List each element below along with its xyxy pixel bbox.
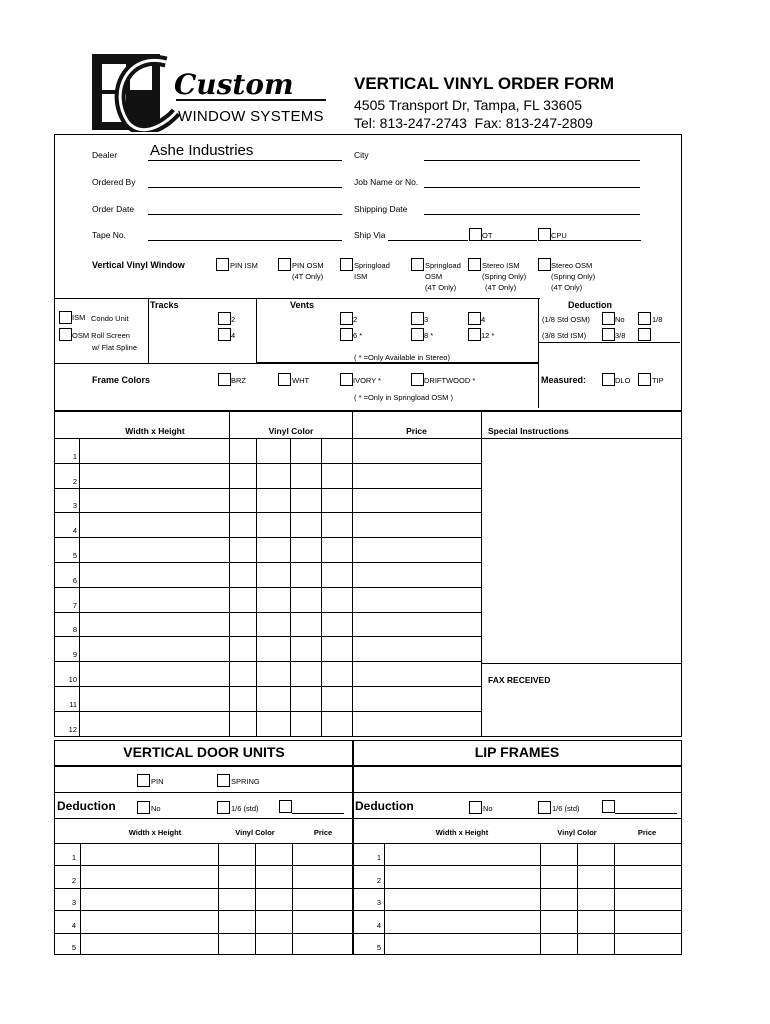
door-std-checkbox[interactable] xyxy=(217,801,230,814)
vents-2-checkbox[interactable] xyxy=(340,312,353,325)
lip-col-num xyxy=(384,843,385,955)
th-special: Special Instructions xyxy=(488,426,569,436)
lip-custom-line xyxy=(615,813,677,814)
stereo-osm-checkbox[interactable] xyxy=(538,258,551,271)
ship-via-field[interactable] xyxy=(388,240,468,241)
springload-osm-checkbox[interactable] xyxy=(411,258,424,271)
door-row-line xyxy=(54,910,352,911)
door-col-vinyl xyxy=(218,843,219,955)
ordered-by-label: Ordered By xyxy=(92,177,136,187)
pin-osm-note: (4T Only) xyxy=(292,272,324,281)
company-contact: Tel: 813-247-2743 Fax: 813-247-2809 xyxy=(354,115,593,131)
table-row-number: 9 xyxy=(72,650,77,660)
door-title-line xyxy=(54,765,682,767)
lip-custom-checkbox[interactable] xyxy=(602,800,615,813)
door-lip-divider xyxy=(352,740,354,955)
wht-checkbox[interactable] xyxy=(278,373,291,386)
stereo-ism-label: Stereo ISM xyxy=(482,261,520,270)
col-special xyxy=(481,411,482,736)
table-row-number: 5 xyxy=(72,551,77,560)
osm-roll-label: OSM Roll Screen xyxy=(72,331,130,340)
vents-3-label: 3 xyxy=(424,315,429,324)
lip-no-checkbox[interactable] xyxy=(469,801,482,814)
pin-osm-checkbox[interactable] xyxy=(278,258,291,271)
condo-unit-label: Condo Unit xyxy=(91,314,129,323)
pin-ism-checkbox[interactable] xyxy=(216,258,229,271)
door-custom-line xyxy=(292,813,344,814)
frame-top-line xyxy=(54,363,538,364)
ship-via-label: Ship Via xyxy=(354,230,386,240)
springload-osm-label: Springload xyxy=(425,261,461,270)
door-custom-checkbox[interactable] xyxy=(279,800,292,813)
frame-colors-label: Frame Colors xyxy=(92,375,151,385)
deduction-38-checkbox[interactable] xyxy=(602,328,615,341)
door-row-line xyxy=(54,865,352,866)
pin-osm-label: PIN OSM xyxy=(292,261,324,270)
ot-line xyxy=(482,240,537,241)
tracks-4-label: 4 xyxy=(231,331,236,340)
table-row-line xyxy=(54,711,481,712)
lip-no-label: No xyxy=(483,804,493,813)
dealer-field[interactable]: Ashe Industries xyxy=(150,142,254,159)
door-no-checkbox[interactable] xyxy=(137,801,150,814)
deduction-left-line xyxy=(538,298,539,408)
vents-left-line xyxy=(256,298,257,363)
form-title: VERTICAL VINYL ORDER FORM xyxy=(354,74,615,93)
table-row-line xyxy=(54,636,481,637)
frame-note: ( * =Only in Springload OSM ) xyxy=(354,393,453,402)
lip-th-price: Price xyxy=(637,828,657,837)
dlo-checkbox[interactable] xyxy=(602,373,615,386)
lip-row-number: 4 xyxy=(376,920,381,930)
table-header-line xyxy=(54,438,682,439)
city-label: City xyxy=(354,150,369,160)
ot-checkbox[interactable] xyxy=(469,228,482,241)
stereo-osm-label: Stereo OSM xyxy=(551,261,593,270)
lip-row-line xyxy=(352,865,682,866)
deduction-no-label: No xyxy=(615,315,625,324)
door-pin-checkbox[interactable] xyxy=(137,774,150,787)
door-col-vinyl2 xyxy=(255,843,256,955)
ot-label: OT xyxy=(482,231,493,240)
table-row-number: 6 xyxy=(72,575,77,585)
job-label: Job Name or No. xyxy=(354,177,419,187)
springload-ism-checkbox[interactable] xyxy=(340,258,353,271)
ship-date-label: Shipping Date xyxy=(354,204,408,214)
door-std-label: 1/6 (std) xyxy=(231,804,259,813)
lip-row-number: 1 xyxy=(376,853,381,863)
door-spring-checkbox[interactable] xyxy=(217,774,230,787)
stereo-ism-note: (4T Only) xyxy=(485,283,517,292)
window-type-label: Vertical Vinyl Window xyxy=(92,260,185,270)
order-date-label: Order Date xyxy=(92,204,135,214)
door-no-label: No xyxy=(151,804,161,813)
lip-row-number: 3 xyxy=(376,898,381,908)
tracks-title: Tracks xyxy=(150,300,179,310)
tracks-4-checkbox[interactable] xyxy=(218,328,231,341)
tracks-top-line xyxy=(148,298,540,299)
door-opt-line xyxy=(54,792,682,793)
vents-12-checkbox[interactable] xyxy=(468,328,481,341)
door-deduction-label: Deduction xyxy=(57,799,116,813)
logo-script: Custom xyxy=(174,68,294,101)
door-hdr-bottom xyxy=(54,843,682,844)
door-section xyxy=(54,740,682,955)
table-row-line xyxy=(54,661,481,662)
stereo-osm-note: (4T Only) xyxy=(551,283,583,292)
lip-row-line xyxy=(352,933,682,934)
lip-std-checkbox[interactable] xyxy=(538,801,551,814)
flat-spline-label: w/ Flat Spline xyxy=(92,343,138,352)
door-pin-label: PIN xyxy=(151,777,164,786)
lip-row-line xyxy=(352,910,682,911)
order-table xyxy=(54,411,682,737)
ivory-checkbox[interactable] xyxy=(340,373,353,386)
ivory-label: IVORY * xyxy=(353,376,382,385)
table-row-line xyxy=(54,686,481,687)
door-row-number: 5 xyxy=(71,943,76,952)
table-row-line xyxy=(54,512,481,513)
door-th-wh: Width x Height xyxy=(128,828,182,837)
company-logo xyxy=(88,52,328,132)
fax-received: FAX RECEIVED xyxy=(488,675,551,685)
order-date-field[interactable] xyxy=(148,214,342,215)
vents-8-label: 8 * xyxy=(424,331,434,340)
lip-deduction-label: Deduction xyxy=(355,799,414,813)
ism-label: ISM xyxy=(72,313,86,322)
city-field[interactable] xyxy=(424,160,640,161)
col-price xyxy=(352,411,353,736)
lip-col-vinyl xyxy=(540,843,541,955)
door-row-line xyxy=(54,888,352,889)
vents-8-checkbox[interactable] xyxy=(411,328,424,341)
driftwood-label: DRIFTWOOD * xyxy=(424,376,476,385)
tracks-left-bottom xyxy=(54,298,148,299)
deduction-title: Deduction xyxy=(568,300,612,310)
lip-col-price xyxy=(614,843,615,955)
tracks-2-checkbox[interactable] xyxy=(218,312,231,325)
door-row-number: 2 xyxy=(71,875,76,885)
dlo-label: DLO xyxy=(615,376,631,385)
lip-th-wh: Width x Height xyxy=(435,828,489,837)
door-col-price xyxy=(292,843,293,955)
dealer-field-line xyxy=(148,160,342,161)
tape-label: Tape No. xyxy=(92,230,127,240)
cpu-checkbox[interactable] xyxy=(538,228,551,241)
company-address: 4505 Transport Dr, Tampa, FL 33605 xyxy=(354,97,583,113)
lip-row-number: 2 xyxy=(376,875,381,885)
springload-osm-sub: OSM xyxy=(425,272,443,281)
wht-label: WHT xyxy=(292,376,310,385)
job-field[interactable] xyxy=(424,187,640,188)
table-row-number: 7 xyxy=(72,600,77,610)
vents-note: ( * =Only Available in Stereo) xyxy=(354,353,450,362)
ship-date-field[interactable] xyxy=(424,214,640,215)
door-col-num xyxy=(80,843,81,955)
deduction-18-label: 1/8 xyxy=(652,315,663,324)
lip-std-label: 1/6 (std) xyxy=(552,804,580,813)
vents-4-checkbox[interactable] xyxy=(468,312,481,325)
vents-6-checkbox[interactable] xyxy=(340,328,353,341)
door-hdr-top xyxy=(54,818,682,819)
driftwood-checkbox[interactable] xyxy=(411,373,424,386)
tip-checkbox[interactable] xyxy=(638,373,651,386)
table-row-line xyxy=(54,488,481,489)
table-row-number: 2 xyxy=(72,476,77,486)
tracks-left-line xyxy=(148,298,149,363)
stereo-osm-sub: (Spring Only) xyxy=(551,272,596,281)
door-spring-label: SPRING xyxy=(231,777,260,786)
osm-roll-checkbox[interactable] xyxy=(59,328,72,341)
ordered-by-field[interactable] xyxy=(148,187,342,188)
deduction-ism-label: (3/8 Std ISM) xyxy=(542,331,587,340)
table-row-line xyxy=(54,537,481,538)
vents-12-label: 12 * xyxy=(481,331,495,340)
dealer-label: Dealer xyxy=(92,150,118,160)
stereo-ism-checkbox[interactable] xyxy=(468,258,481,271)
table-row-number: 10 xyxy=(68,675,77,684)
table-row-number: 8 xyxy=(72,625,77,635)
measured-label: Measured: xyxy=(541,375,587,385)
vents-4-label: 4 xyxy=(481,315,486,324)
cpu-line xyxy=(551,240,641,241)
ism-condo-checkbox[interactable] xyxy=(59,311,72,324)
table-row-line xyxy=(54,562,481,563)
pin-ism-label: PIN ISM xyxy=(230,261,258,270)
vents-6-label: 6 * xyxy=(353,331,363,340)
lip-col-vinyl2 xyxy=(577,843,578,955)
lip-title: LIP FRAMES xyxy=(474,744,560,760)
springload-osm-note: (4T Only) xyxy=(425,283,457,292)
door-row-number: 4 xyxy=(71,920,76,930)
lip-row-line xyxy=(352,888,682,889)
tip-label: TIP xyxy=(652,376,664,385)
table-row-line xyxy=(54,612,481,613)
cpu-label: CPU xyxy=(551,231,567,240)
deduction-bottom-line xyxy=(538,342,680,343)
vents-3-checkbox[interactable] xyxy=(411,312,424,325)
table-row-line xyxy=(54,587,481,588)
vents-title: Vents xyxy=(290,300,315,310)
deduction-no-checkbox[interactable] xyxy=(602,312,615,325)
table-row-number: 12 xyxy=(68,724,77,734)
tape-field[interactable] xyxy=(148,240,342,241)
springload-ism-sub: ISM xyxy=(354,272,368,281)
table-row-number: 1 xyxy=(72,451,77,461)
lip-th-vinyl: Vinyl Color xyxy=(557,828,597,837)
table-row-number: 4 xyxy=(72,526,77,536)
th-vinyl-color: Vinyl Color xyxy=(268,426,314,436)
door-row-number: 3 xyxy=(71,898,76,908)
th-price: Price xyxy=(406,426,427,436)
table-row-number: 3 xyxy=(72,501,77,511)
door-th-price: Price xyxy=(313,828,333,837)
tracks-2-label: 2 xyxy=(231,315,236,324)
deduction-custom-checkbox[interactable] xyxy=(638,328,651,341)
stereo-ism-sub: (Spring Only) xyxy=(482,272,527,281)
deduction-38-label: 3/8 xyxy=(615,331,626,340)
springload-ism-label: Springload xyxy=(354,261,390,270)
door-th-vinyl: Vinyl Color xyxy=(235,828,275,837)
door-row-number: 1 xyxy=(71,853,76,863)
deduction-18-checkbox[interactable] xyxy=(638,312,651,325)
fax-line xyxy=(481,663,681,664)
deduction-osm-label: (1/8 Std OSM) xyxy=(542,315,590,324)
lip-row-number: 5 xyxy=(376,943,381,952)
door-row-line xyxy=(54,933,352,934)
logo-subtitle: WINDOW SYSTEMS xyxy=(178,108,324,125)
th-width-height: Width x Height xyxy=(125,426,185,436)
col-width xyxy=(229,411,230,736)
brz-label: BRZ xyxy=(231,376,246,385)
door-title: VERTICAL DOOR UNITS xyxy=(123,744,285,760)
brz-checkbox[interactable] xyxy=(218,373,231,386)
table-row-line xyxy=(54,463,481,464)
table-row-number: 11 xyxy=(69,699,77,709)
vents-2-label: 2 xyxy=(353,315,358,324)
